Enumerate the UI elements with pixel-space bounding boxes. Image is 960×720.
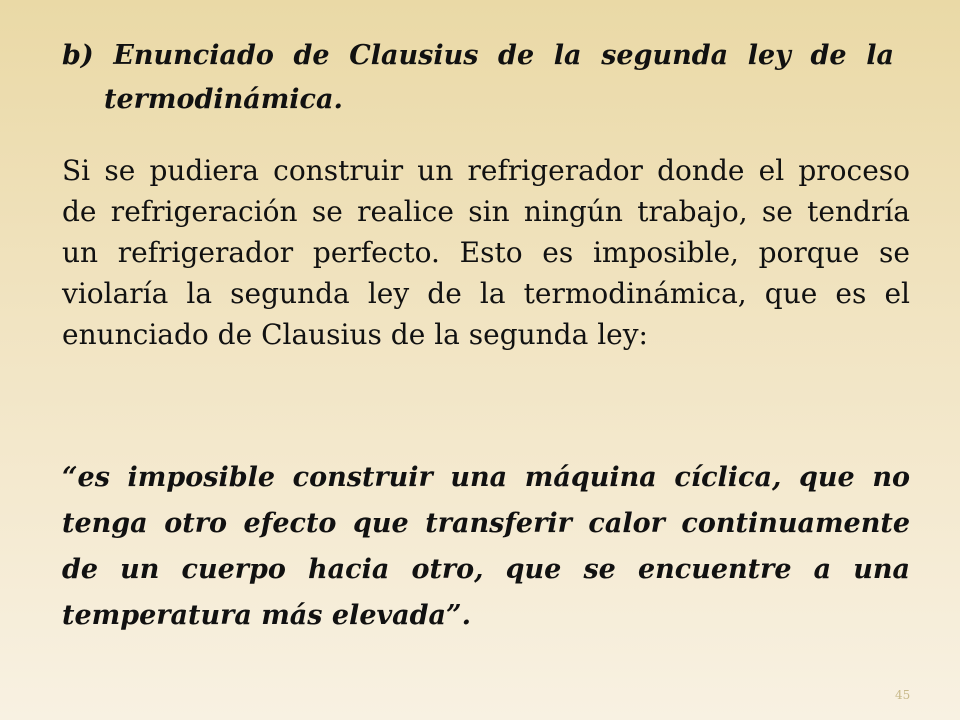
heading-line-2: termodinámica.: [104, 84, 343, 115]
slide-heading: [62, 34, 894, 122]
clausius-statement-quote: “es imposible construir una máquina cíclica, que no tenga otro efecto que transferir calor continuamente de un cuerpo hacia otro, que se encuentre a una temperatura más elevada”.: [62, 462, 910, 631]
explanatory-paragraph: Si se pudiera construir un refrigerador donde el proceso de refrigeración se realice sin ningún trabajo, se tendría un refrigerador perfecto. Esto es imposible, porque se violaría la segunda ley de la termodinámica, que es el enunciado de Clausius de la segunda ley:: [62, 154, 910, 351]
slide-page-number: 45: [895, 688, 911, 702]
heading-line-1: b) Enunciado de Clausius de la segunda ley de la: [62, 40, 894, 71]
